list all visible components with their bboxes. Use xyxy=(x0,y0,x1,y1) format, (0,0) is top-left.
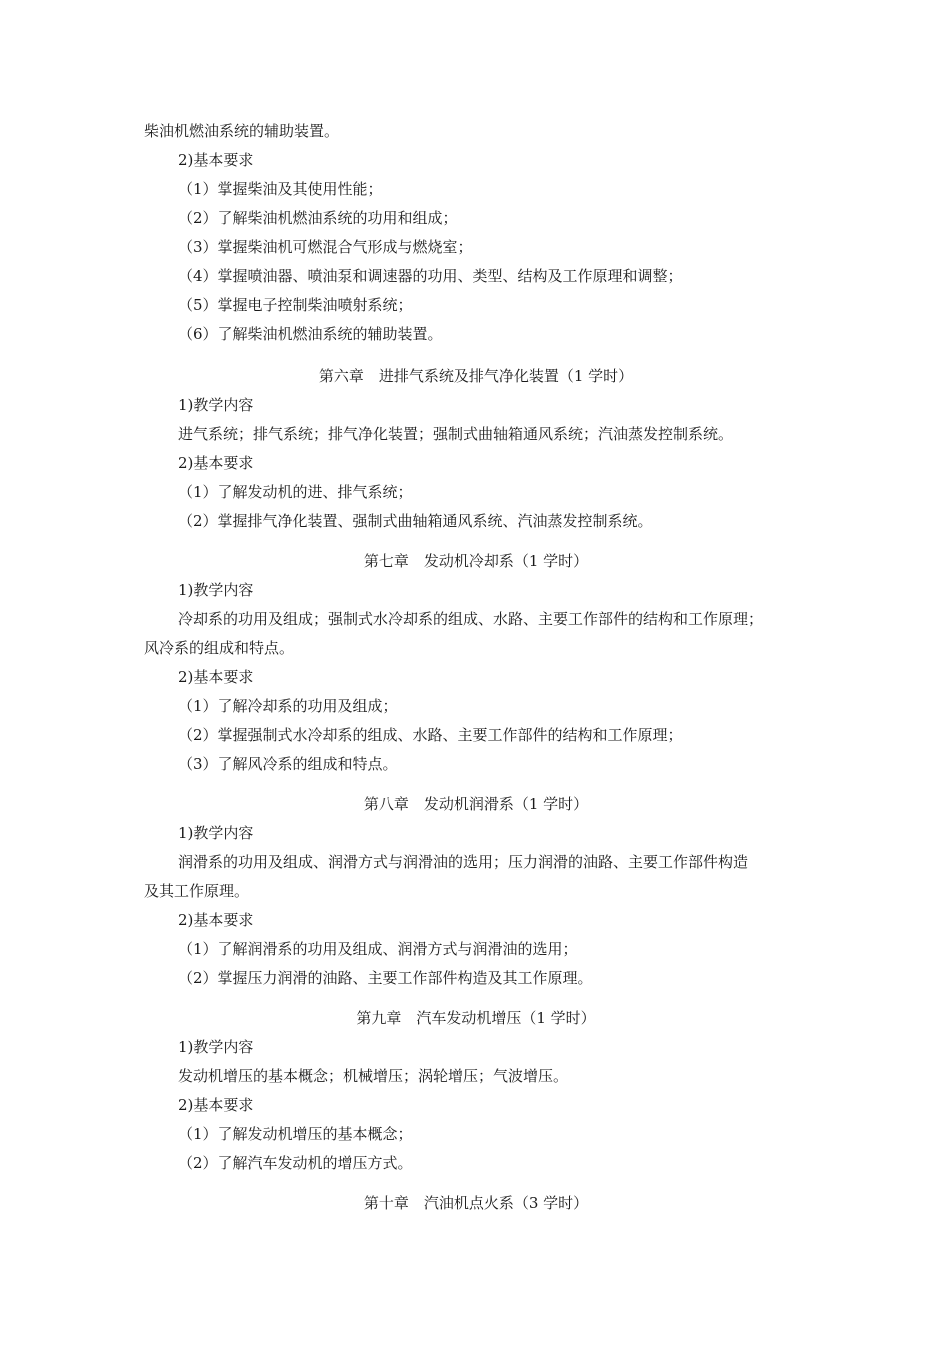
content-paragraph-continuation: 风冷系的组成和特点。 xyxy=(144,639,295,657)
section-heading-content: 1)教学内容 xyxy=(178,824,254,842)
requirement-item: （3）了解风冷系的组成和特点。 xyxy=(178,755,398,773)
section-heading-requirements: 2)基本要求 xyxy=(178,668,254,686)
requirement-item: （4）掌握喷油器、喷油泵和调速器的功用、类型、结构及工作原理和调整； xyxy=(178,267,683,285)
requirement-item: （1）了解发动机增压的基本概念； xyxy=(178,1125,413,1143)
section-heading-content: 1)教学内容 xyxy=(178,396,254,414)
requirement-item: （2）了解柴油机燃油系统的功用和组成； xyxy=(178,209,458,227)
section-heading-requirements: 2)基本要求 xyxy=(178,911,254,929)
section-heading-requirements: 2)基本要求 xyxy=(178,1096,254,1114)
requirement-item: （2）掌握排气净化装置、强制式曲轴箱通风系统、汽油蒸发控制系统。 xyxy=(178,512,653,530)
chapter-title-7: 第七章 发动机冷却系（1 学时） xyxy=(363,552,589,570)
chapter-title-8: 第八章 发动机润滑系（1 学时） xyxy=(363,795,589,813)
section-heading-requirements: 2)基本要求 xyxy=(178,151,254,169)
requirement-item: （1）了解发动机的进、排气系统； xyxy=(178,483,413,501)
requirement-item: （3）掌握柴油机可燃混合气形成与燃烧室； xyxy=(178,238,473,256)
chapter-title-9: 第九章 汽车发动机增压（1 学时） xyxy=(356,1009,596,1027)
content-paragraph: 冷却系的功用及组成；强制式水冷却系的组成、水路、主要工作部件的结构和工作原理； xyxy=(178,610,764,628)
requirement-item: （2）掌握强制式水冷却系的组成、水路、主要工作部件的结构和工作原理； xyxy=(178,726,683,744)
content-paragraph: 润滑系的功用及组成、润滑方式与润滑油的选用；压力润滑的油路、主要工作部件构造 xyxy=(178,853,749,871)
chapter-title-6: 第六章 进排气系统及排气净化装置（1 学时） xyxy=(318,367,634,385)
requirement-item: （2）了解汽车发动机的增压方式。 xyxy=(178,1154,413,1172)
content-paragraph: 发动机增压的基本概念；机械增压；涡轮增压；气波增压。 xyxy=(178,1067,569,1085)
section-heading-requirements: 2)基本要求 xyxy=(178,454,254,472)
section-heading-content: 1)教学内容 xyxy=(178,581,254,599)
paragraph-continuation: 柴油机燃油系统的辅助装置。 xyxy=(144,122,340,140)
requirement-item: （2）掌握压力润滑的油路、主要工作部件构造及其工作原理。 xyxy=(178,969,593,987)
requirement-item: （1）了解润滑系的功用及组成、润滑方式与润滑油的选用； xyxy=(178,940,578,958)
requirement-item: （1）了解冷却系的功用及组成； xyxy=(178,697,398,715)
content-paragraph: 进气系统；排气系统；排气净化装置；强制式曲轴箱通风系统；汽油蒸发控制系统。 xyxy=(178,425,734,443)
chapter-title-10: 第十章 汽油机点火系（3 学时） xyxy=(363,1194,589,1212)
requirement-item: （6）了解柴油机燃油系统的辅助装置。 xyxy=(178,325,443,343)
requirement-item: （5）掌握电子控制柴油喷射系统； xyxy=(178,296,413,314)
requirement-item: （1）掌握柴油及其使用性能； xyxy=(178,180,383,198)
section-heading-content: 1)教学内容 xyxy=(178,1038,254,1056)
content-paragraph-continuation: 及其工作原理。 xyxy=(144,882,250,900)
